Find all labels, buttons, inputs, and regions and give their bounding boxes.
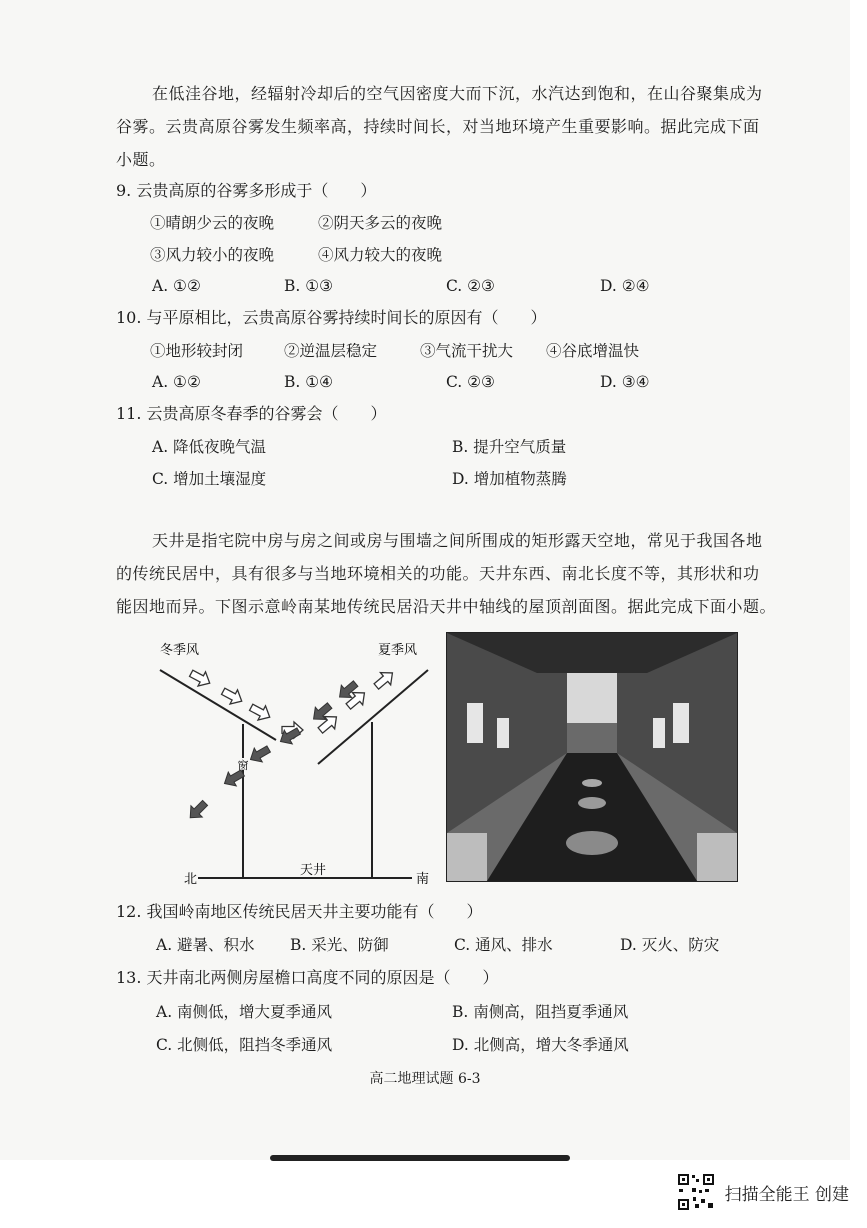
q10-item-3: ③气流干扰大 <box>420 342 514 360</box>
qr-code-icon <box>677 1173 715 1211</box>
passage1-line3: 小题。 <box>116 150 166 169</box>
north-label: 北 <box>184 872 198 887</box>
winter-wind-arrow <box>219 684 245 708</box>
q13-option-c[interactable]: C. 北侧低，阻挡冬季通风 <box>156 1036 333 1054</box>
q9-option-b[interactable]: B. ①③ <box>284 277 334 295</box>
scanner-watermark <box>677 1172 849 1212</box>
q9-item-2: ②阴天多云的夜晚 <box>318 214 443 232</box>
q9-option-c[interactable]: C. ②③ <box>446 277 495 295</box>
summer-wind-arrow <box>185 797 211 823</box>
q12-option-c[interactable]: C. 通风、排水 <box>454 936 553 954</box>
question-11-stem: 11. 云贵高原冬春季的谷雾会（ ） <box>116 404 387 423</box>
q10-item-2: ②逆温层稳定 <box>284 342 378 360</box>
q11-option-d[interactable]: D. 增加植物蒸腾 <box>452 470 567 488</box>
roof-profile-diagram <box>150 628 450 890</box>
question-10-stem: 10. 与平原相比，云贵高原谷雾持续时间长的原因有（ ） <box>116 308 547 327</box>
q9-item-3: ③风力较小的夜晚 <box>150 246 275 264</box>
q11-option-a[interactable]: A. 降低夜晚气温 <box>152 438 267 456</box>
question-9-stem: 9. 云贵高原的谷雾多形成于（ ） <box>116 181 377 200</box>
q9-item-1: ①晴朗少云的夜晚 <box>150 214 275 232</box>
q10-item-1: ①地形较封闭 <box>150 342 244 360</box>
q12-option-a[interactable]: A. 避暑、积水 <box>156 936 255 954</box>
q10-option-a[interactable]: A. ①② <box>152 373 201 391</box>
courtyard-label: 天井 <box>300 863 327 878</box>
q9-item-4: ④风力较大的夜晚 <box>318 246 443 264</box>
passage2-line1: 天井是指宅院中房与房之间或房与围墙之间所围成的矩形露天空地，常见于我国各地 <box>152 531 763 550</box>
q12-option-d[interactable]: D. 灭火、防灾 <box>620 936 720 954</box>
winter-wind-arrow <box>371 667 397 693</box>
q10-item-4: ④谷底增温快 <box>546 342 640 360</box>
summer-wind-label: 夏季风 <box>378 643 418 658</box>
passage2-line2: 的传统民居中，具有很多与当地环境相关的功能。天井东西、南北长度不等，其形状和功 <box>116 564 760 583</box>
winter-wind-arrow <box>187 666 213 690</box>
q9-option-d[interactable]: D. ②④ <box>600 277 650 295</box>
q13-option-d[interactable]: D. 北侧高，增大冬季通风 <box>452 1036 629 1054</box>
question-12-stem: 12. 我国岭南地区传统民居天井主要功能有（ ） <box>116 902 483 921</box>
passage2-line3: 能因地而异。下图示意岭南某地传统民居沿天井中轴线的屋顶剖面图。据此完成下面小题。 <box>116 597 777 616</box>
passage1-line1: 在低洼谷地，经辐射冷却后的空气因密度大而下沉，水汽达到饱和，在山谷聚集成为 <box>152 84 763 103</box>
q9-option-a[interactable]: A. ①② <box>152 277 201 295</box>
scan-edge-bar <box>270 1155 570 1161</box>
q12-option-b[interactable]: B. 采光、防御 <box>290 936 389 954</box>
q11-option-b[interactable]: B. 提升空气质量 <box>452 438 567 456</box>
q13-option-a[interactable]: A. 南侧低，增大夏季通风 <box>156 1003 333 1021</box>
watermark-text: 扫描全能王 创建 <box>724 1184 849 1205</box>
north-roof-line <box>160 670 276 740</box>
q10-option-c[interactable]: C. ②③ <box>446 373 495 391</box>
q13-option-b[interactable]: B. 南侧高，阻挡夏季通风 <box>452 1003 629 1021</box>
q10-option-b[interactable]: B. ①④ <box>284 373 334 391</box>
q11-option-c[interactable]: C. 增加土壤湿度 <box>152 470 267 488</box>
summer-wind-arrow <box>246 742 272 766</box>
q10-option-d[interactable]: D. ③④ <box>600 373 650 391</box>
winter-wind-label: 冬季风 <box>160 643 200 658</box>
south-label: 南 <box>416 872 430 887</box>
courtyard-photo <box>446 632 738 882</box>
page-footer: 高二地理试题 6-3 <box>369 1071 481 1087</box>
winter-wind-arrow <box>247 700 273 724</box>
question-13-stem: 13. 天井南北两侧房屋檐口高度不同的原因是（ ） <box>116 968 499 987</box>
passage1-line2: 谷雾。云贵高原谷雾发生频率高，持续时间长，对当地环境产生重要影响。据此完成下面 <box>116 117 760 136</box>
window-label: 窗 <box>237 759 249 772</box>
